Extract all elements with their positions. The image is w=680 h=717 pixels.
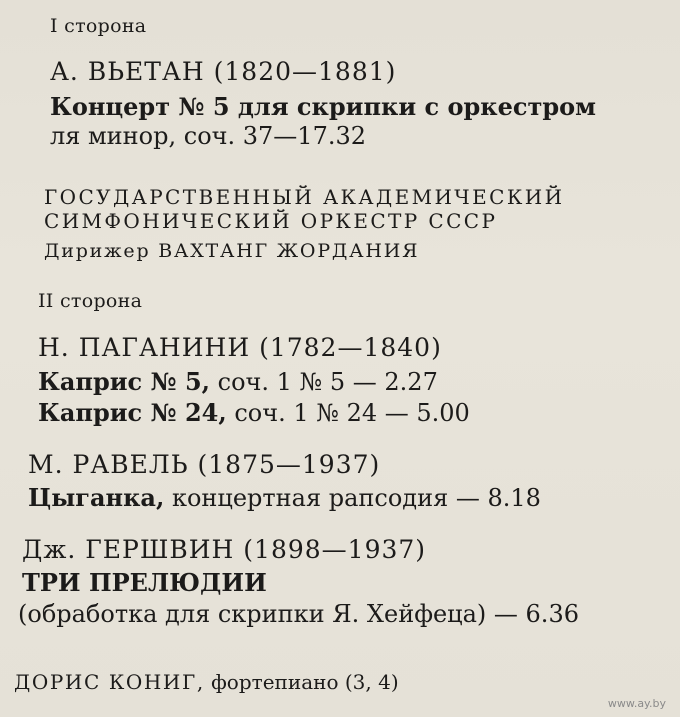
work-details-concerto: ля минор, соч. 37—17.32: [50, 122, 367, 150]
orchestra-line-2: СИМФОНИЧЕСКИЙ ОРКЕСТР СССР: [44, 209, 498, 233]
watermark: www.ay.by: [607, 697, 666, 710]
work-caprice-24: [38, 398, 470, 427]
composer-gershwin: Дж. ГЕРШВИН (1898—1937): [22, 535, 427, 564]
pianist-role: фортепиано (3, 4): [204, 670, 399, 694]
work-caprice-5: [38, 367, 438, 396]
composer-paganini: Н. ПАГАНИНИ (1782—1840): [38, 333, 442, 362]
work-rest: соч. 1 № 5 — 2.27: [210, 368, 438, 396]
work-title: Каприс № 5,: [38, 367, 210, 396]
pianist-credit: [14, 670, 399, 694]
work-rest: концертная рапсодия — 8.18: [164, 484, 541, 512]
side-two-label: II сторона: [38, 290, 143, 312]
composer-vieuxtemps: А. ВЬЕТАН (1820—1881): [50, 57, 397, 86]
work-rest: соч. 1 № 24 — 5.00: [226, 399, 470, 427]
pianist-name: ДОРИС КОНИГ,: [14, 670, 205, 694]
work-title-concerto: Концерт № 5 для скрипки с оркестром: [50, 92, 596, 121]
work-title: ТРИ ПРЕЛЮДИИ: [22, 568, 267, 597]
work-tzigane: [28, 483, 541, 512]
orchestra-line-1: ГОСУДАРСТВЕННЫЙ АКАДЕМИЧЕСКИЙ: [44, 185, 565, 209]
work-title: Цыганка,: [28, 483, 165, 512]
arrangement-note: (обработка для скрипки Я. Хейфеца) — 6.36: [18, 600, 579, 628]
work-three-preludes: [22, 568, 267, 597]
side-one-label: I сторона: [50, 15, 147, 37]
composer-ravel: М. РАВЕЛЬ (1875—1937): [28, 450, 381, 479]
work-title: Каприс № 24,: [38, 398, 227, 427]
conductor: Дирижер ВАХТАНГ ЖОРДАНИЯ: [44, 240, 420, 262]
